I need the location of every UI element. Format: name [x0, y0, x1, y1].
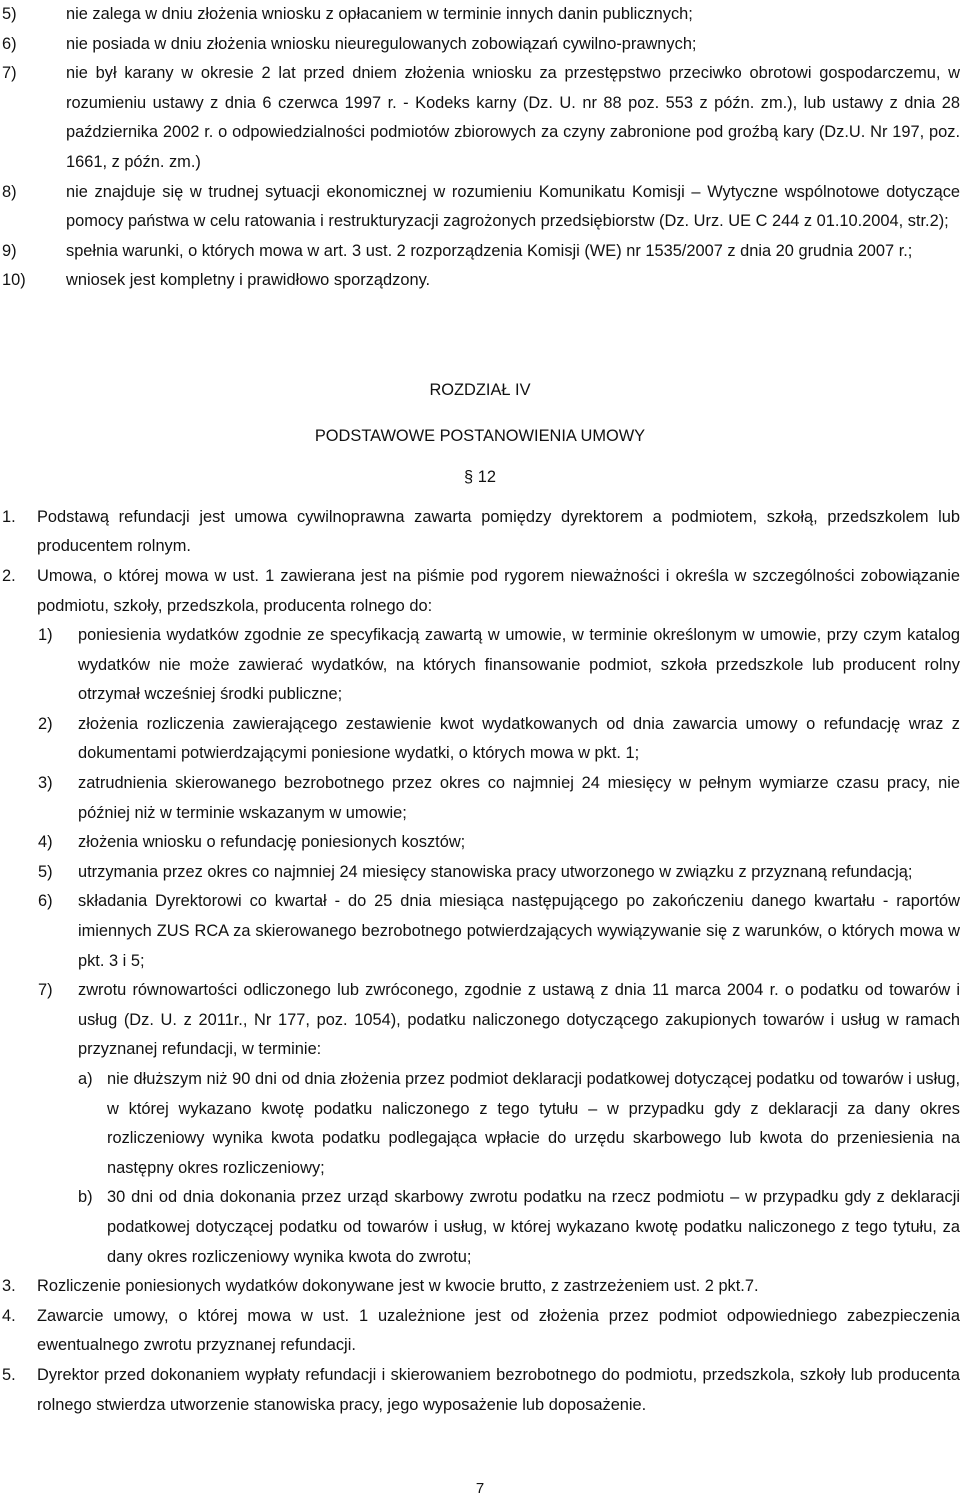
section-text: Rozliczenie poniesionych wydatków dokonywane jest w kwocie brutto, z zastrzeżeniem ust. 2 pkt.7. [37, 1277, 759, 1296]
section-number: 4. [2, 1306, 16, 1325]
section-text: Dyrektor przed dokonaniem wypłaty refundacji i skierowaniem bezrobotnego do podmiotu, przedszkola, szkoły lub producenta rolnego stwierdza utworzenie stanowiska pracy, jego wyposażenie lub doposażenie. [37, 1365, 960, 1414]
item-number: 2) [38, 714, 53, 733]
item-text: nie zalega w dniu złożenia wniosku z opłacaniem w terminie innych danin publicznych; [66, 5, 693, 23]
section-text: Umowa, o której mowa w ust. 1 zawierana jest na piśmie pod rygorem nieważności i określa w szczególności zobowiązanie podmiotu, szkoły, przedszkola, producenta rolnego do: [37, 566, 960, 615]
list-item [0, 237, 960, 267]
item-number: 8) [2, 182, 17, 201]
list-item [0, 30, 960, 60]
item-text: wniosek jest kompletny i prawidłowo sporządzony. [66, 271, 431, 290]
section-number: 3. [2, 1277, 16, 1296]
item-text: spełnia warunki, o których mowa w art. 3 ust. 2 rozporządzenia Komisji (WE) nr 1535/2007 z dnia 20 grudnia 2007 r.; [66, 241, 913, 260]
list-item [0, 0, 960, 30]
item-text: złożenia rozliczenia zawierającego zestawienie kwot wydatkowanych od dnia zawarcia umowy o refundację wraz z dokumentami potwierdzającymi poniesione wydatki, o których mowa w pkt. 1; [78, 714, 960, 763]
item-number: 10) [2, 271, 26, 290]
item-number: 4) [38, 833, 53, 852]
item-number: 7) [2, 64, 17, 83]
item-letter: b) [78, 1188, 93, 1207]
list-item [0, 710, 960, 769]
item-number: 9) [2, 241, 17, 260]
item-text: złożenia wniosku o refundację poniesionych kosztów; [78, 833, 466, 852]
section-5 [0, 1361, 960, 1420]
chapter-title: ROZDZIAŁ IV [429, 380, 531, 399]
eligibility-list [0, 0, 960, 296]
item-number: 6) [2, 34, 17, 53]
section-text: Podstawą refundacji jest umowa cywilnoprawna zawarta pomiędzy dyrektorem a podmiotem, szkołą, przedszkolem lub producentem rolnym. [37, 507, 960, 556]
item-number: 5) [38, 862, 53, 881]
section-number: 5. [2, 1365, 16, 1384]
list-item [0, 858, 960, 888]
list-item [0, 178, 960, 237]
list-item [0, 1183, 960, 1272]
item-text: 30 dni od dnia dokonania przez urząd skarbowy zwrotu podatku na rzecz podmiotu – w przypadku gdy z deklaracji podatkowej dotyczącej podatku od towarów i usług, w której wykazano kwotę podatku naliczonego z tego tytułu, za dany okres rozliczeniowy wynika kwota do zwrotu; [107, 1188, 960, 1266]
list-item [0, 887, 960, 976]
item-text: zwrotu równowartości odliczonego lub zwróconego, zgodnie z ustawą z dnia 11 marca 2004 r. o podatku od towarów i usług (Dz. U. z 2011r., Nr 177, poz. 1054), podatku naliczonego dotyczącego zakupionych towarów i usług w ramach przyznanej refundacji, w terminie: [78, 981, 960, 1059]
list-item [0, 266, 960, 296]
item-text: nie posiada w dniu złożenia wniosku nieuregulowanych zobowiązań cywilno-prawnych; [66, 34, 697, 53]
item-number: 5) [2, 5, 17, 23]
section-2 [0, 562, 960, 621]
page-number: 7 [475, 1480, 485, 1497]
list-item [0, 59, 960, 177]
item-number: 6) [38, 892, 53, 911]
section-text: Zawarcie umowy, o której mowa w ust. 1 uzależnione jest od złożenia przez podmiot odpowiedniego zabezpieczenia ewentualnego zwrotu przyznanej refundacji. [37, 1306, 960, 1355]
paragraph-symbol: § 12 [464, 468, 496, 487]
list-item [0, 1065, 960, 1183]
section-number: 2. [2, 566, 16, 585]
obligations-list [0, 621, 960, 1272]
list-item [0, 769, 960, 828]
item-text: nie był karany w okresie 2 lat przed dniem złożenia wniosku za przestępstwo przeciwko obrotowi gospodarczemu, w rozumieniu ustawy z dnia 6 czerwca 1997 r. - Kodeks karny (Dz. U. nr 88 poz. 553 z późn. zm.), lub ustawy z dnia 28 października 2002 r. o odpowiedzialności podmiotów zbiorowych za czyny zabronione pod groźbą kary (Dz.U. Nr 197, poz. 1661, z późn. zm.) [66, 64, 960, 171]
item-number: 1) [38, 626, 53, 645]
item-text: poniesienia wydatków zgodnie ze specyfikacją zawartą w umowie, w terminie określonym w umowie, przy czym katalog wydatków nie może zawierać wydatków, na których finansowanie podmiot, szkoła przedszkole lub producent rolny otrzymał wcześniej środki publiczne; [78, 626, 960, 704]
section-4 [0, 1302, 960, 1361]
section-number: 1. [2, 507, 16, 526]
item-number: 7) [38, 981, 53, 1000]
item-number: 3) [38, 774, 53, 793]
list-item [0, 976, 960, 1065]
list-item [0, 621, 960, 710]
chapter-subtitle: PODSTAWOWE POSTANOWIENIA UMOWY [314, 426, 646, 445]
item-text: nie dłuższym niż 90 dni od dnia złożenia przez podmiot deklaracji podatkowej dotyczącej podatku od towarów i usług, w której wykazano kwotę podatku naliczonego z tego tytułu – w przypadku gdy z deklaracji za dany okres rozliczeniowy wynika kwota podatku podlegająca wpłacie do urzędu skarbowego lub kwota do przeniesienia na następny okres rozliczeniowy; [107, 1070, 960, 1177]
item-text: składania Dyrektorowi co kwartał - do 25 dnia miesiąca następującego po zakończeniu danego kwartału - raportów imiennych ZUS RCA za skierowanego bezrobotnego potwierdzających wywiązywanie się z warunków, o których mowa w pkt. 3 i 5; [78, 892, 960, 970]
item-letter: a) [78, 1070, 93, 1088]
list-item [0, 828, 960, 858]
section-1 [0, 503, 960, 562]
item-text: utrzymania przez okres co najmniej 24 miesięcy stanowiska pracy utworzonego w związku z przyznaną refundacją; [78, 862, 913, 881]
section-3 [0, 1272, 960, 1302]
item-text: nie znajduje się w trudnej sytuacji ekonomicznej w rozumieniu Komunikatu Komisji – Wytyczne wspólnotowe dotyczące pomocy państwa w celu ratowania i restrukturyzacji zagrożonych przedsiębiorstw (Dz. Urz. UE C 244 z 01.10.2004, str.2); [66, 182, 960, 231]
item-text: zatrudnienia skierowanego bezrobotnego przez okres co najmniej 24 miesięcy w pełnym wymiarze czasu pracy, nie później niż w terminie wskazanym w umowie; [78, 774, 960, 822]
